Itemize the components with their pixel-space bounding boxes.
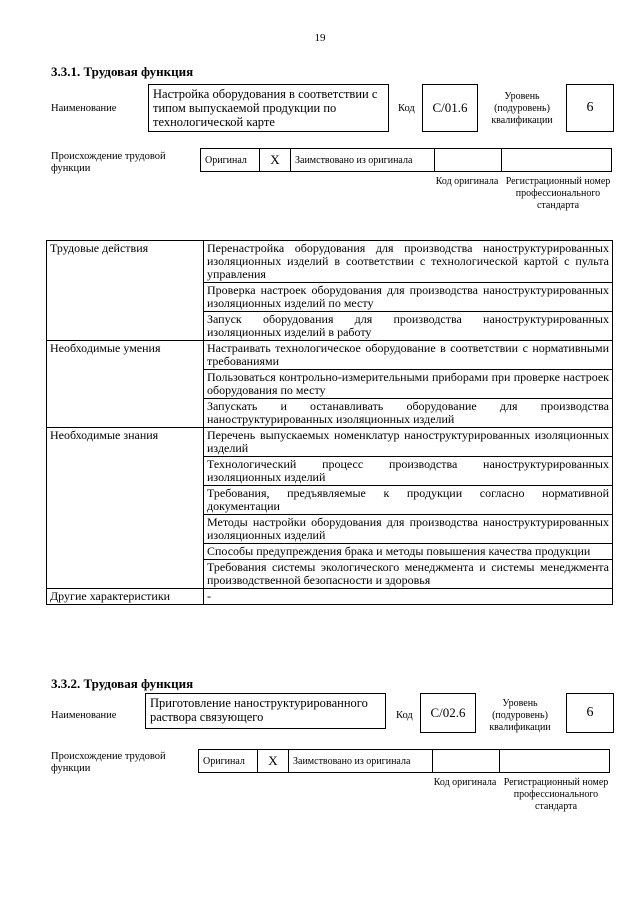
borrowed-cell bbox=[288, 749, 433, 773]
table-row bbox=[47, 341, 613, 370]
requirement-text: Запуск оборудования для производства наноструктурированных изоляционных изделий в работу bbox=[204, 312, 613, 341]
requirement-text: Требования, предъявляемые к продукции согласно нормативной документации bbox=[204, 486, 613, 515]
borrowed-cell bbox=[290, 148, 435, 172]
requirement-text: Запускать и останавливать оборудование для производства наноструктурированных изоляционных изделий bbox=[204, 399, 613, 428]
requirement-text: Перенастройка оборудования для производства наноструктурированных изоляционных изделий в соответствии с технологической картой с пульта управления bbox=[204, 241, 613, 283]
function-name: Приготовление наноструктурированного раствора связующего bbox=[145, 693, 386, 729]
orig-code-cell bbox=[432, 749, 500, 773]
code-label: Код bbox=[396, 710, 413, 721]
category-label: Необходимые знания bbox=[47, 428, 204, 589]
origin-row bbox=[200, 148, 611, 172]
code-value: C/02.6 bbox=[420, 693, 476, 733]
table-row bbox=[47, 241, 613, 283]
requirement-text: Перечень выпускаемых номенклатур наноструктурированных изоляционных изделий bbox=[204, 428, 613, 457]
reg-caption: Регистрационный номер профессионального стандарта bbox=[505, 176, 611, 211]
category-label: Трудовые действия bbox=[47, 241, 204, 341]
borrowed-label: Заимствовано из оригинала bbox=[293, 755, 411, 767]
reg-number-cell bbox=[499, 749, 610, 773]
requirement-text: Технологический процесс производства наноструктурированных изоляционных изделий bbox=[204, 457, 613, 486]
borrowed-label: Заимствовано из оригинала bbox=[295, 154, 413, 166]
requirement-text: Способы предупреждения брака и методы повышения качества продукции bbox=[204, 544, 613, 560]
reg-number-cell bbox=[501, 148, 612, 172]
requirement-text: Требования системы экологического менеджмента и системы менеджмента производственной безопасности и здоровья bbox=[204, 560, 613, 589]
section-title: 3.3.1. Трудовая функция bbox=[51, 64, 194, 79]
orig-code-caption: Код оригинала bbox=[435, 176, 499, 187]
origin-label: Происхождение трудовой функции bbox=[51, 151, 166, 174]
original-cell bbox=[200, 148, 260, 172]
requirement-text: Методы настройки оборудования для производства наноструктурированных изоляционных изделий bbox=[204, 515, 613, 544]
orig-code-cell bbox=[434, 148, 502, 172]
table-row bbox=[47, 589, 613, 605]
origin-label: Происхождение трудовой функции bbox=[51, 751, 166, 774]
name-label: Наименование bbox=[51, 103, 117, 114]
requirement-text: Настраивать технологическое оборудование в соответствии с нормативными требованиями bbox=[204, 341, 613, 370]
orig-code-caption: Код оригинала bbox=[433, 777, 497, 788]
original-mark: X bbox=[259, 148, 291, 172]
original-cell bbox=[198, 749, 258, 773]
name-label: Наименование bbox=[51, 710, 117, 721]
category-label: Необходимые умения bbox=[47, 341, 204, 428]
level-label: Уровень (подуровень) квалификации bbox=[489, 698, 551, 733]
level-value: 6 bbox=[566, 84, 614, 132]
section-title: 3.3.2. Трудовая функция bbox=[51, 676, 194, 691]
level-label: Уровень (подуровень) квалификации bbox=[491, 91, 553, 126]
original-mark: X bbox=[257, 749, 289, 773]
page-number: 19 bbox=[314, 32, 326, 44]
reg-caption: Регистрационный номер профессионального стандарта bbox=[503, 777, 609, 812]
origin-row bbox=[198, 749, 609, 773]
other-value: - bbox=[204, 589, 613, 605]
function-table bbox=[46, 240, 613, 605]
requirement-text: Пользоваться контрольно-измерительными приборами при проверке настроек оборудования по месту bbox=[204, 370, 613, 399]
table-row bbox=[47, 428, 613, 457]
level-value: 6 bbox=[566, 693, 614, 733]
requirement-text: Проверка настроек оборудования для производства наноструктурированных изоляционных изделий по месту bbox=[204, 283, 613, 312]
function-name: Настройка оборудования в соответствии с типом выпускаемой продукции по технологической карте bbox=[148, 84, 389, 132]
code-value: C/01.6 bbox=[422, 84, 478, 132]
category-label: Другие характеристики bbox=[47, 589, 204, 605]
code-label: Код bbox=[398, 103, 415, 114]
original-label: Оригинал bbox=[203, 755, 245, 767]
original-label: Оригинал bbox=[205, 154, 247, 166]
